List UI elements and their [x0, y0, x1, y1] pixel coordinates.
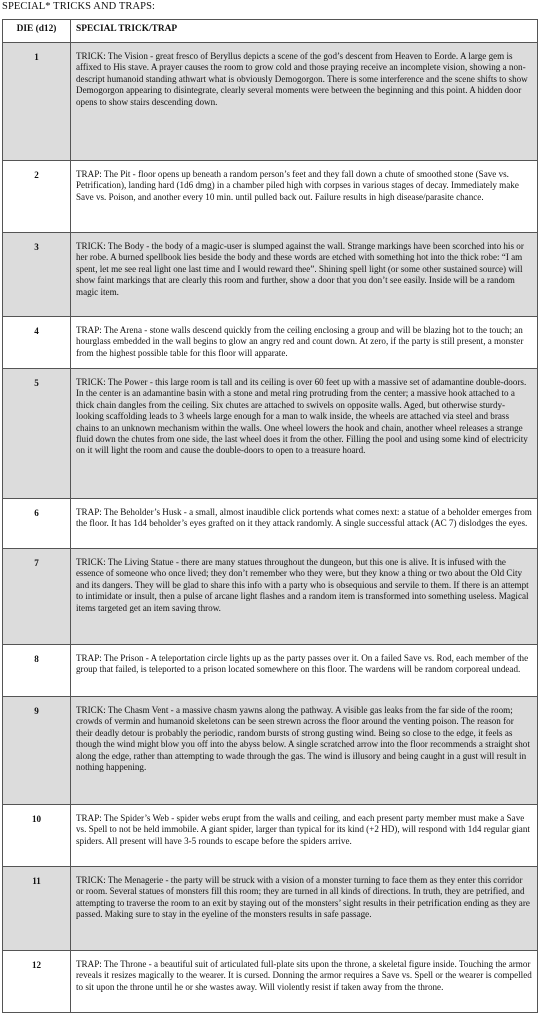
- trick-description: TRICK: The Vision - great fresco of Beryllus depicts a scene of the god’s descent from Heaven to Eorde. A large gem is affixed to His stave. A prayer causes the room to grow cold and those praying receive an incomplete vision, showing a non-descript humanoid standing athwart what is obviously Demogorgon. There is some interference and the scene shifts to show Demogorgon appearing to disintegrate, clearly several moments were between the beginning and this point. A hidden door opens to show stairs descending down.: [71, 43, 538, 161]
- table-row: [3, 697, 538, 805]
- trick-description: TRAP: The Beholder’s Husk - a small, almost inaudible click portends what comes next: a statue of a beholder emerges from the floor. It has 1d4 beholder’s eyes grafted on it they attack randomly. A single successful attack (AC 7) dislodges the eyes.: [71, 499, 538, 549]
- trick-description: TRAP: The Pit - floor opens up beneath a random person’s feet and they fall down a chute of smoothed stone (Save vs. Petrification), landing hard (1d6 dmg) in a chamber piled high with corpses in various stages of decay. Immediately make Save vs. Poison, and another every 10 min. until pulled back out. Failure results in high disease/parasite chance.: [71, 161, 538, 233]
- trick-description: TRAP: The Throne - a beautiful suit of articulated full-plate sits upon the throne, a skeletal figure inside. Touching the armor reveals it resizes magically to the wearer. It is cursed. Donning the armor requires a Save vs. Spell or the wearer is compelled to sit upon the throne until he or she wastes away. Will violently resist if taken away from the throne.: [71, 951, 538, 1013]
- die-value: 3: [3, 233, 71, 317]
- table-row: [3, 951, 538, 1013]
- trick-description: TRICK: The Chasm Vent - a massive chasm yawns along the pathway. A visible gas leaks from the far side of the room; crowds of vermin and humanoid skeletons can be seen strewn across the floor around the venting poison. The reason for their deadly detour is probably the periodic, random bursts of strong gusting wind. Being so close to the edge, it feels as though the wind might blow you off into the abyss below. A single scratched arrow into the floor recommends a straight shot along the edge, rather than attempting to wade through the gas. The wind is illusory and being caught in a gust will result in nothing happening.: [71, 697, 538, 805]
- die-value: 5: [3, 369, 71, 499]
- table-row: [3, 161, 538, 233]
- die-value: 2: [3, 161, 71, 233]
- die-value: 8: [3, 645, 71, 697]
- table-row: [3, 43, 538, 161]
- table-row: [3, 867, 538, 951]
- trick-description: TRICK: The Power - this large room is tall and its ceiling is over 60 feet up with a massive set of adamantine double-doors. In the center is an adamantine basin with a stone and metal ring protruding from the center; a massive hook attached to a thick chain dangles from the ceiling. Six chutes are attached to swivels on opposite walls. Aged, but otherwise sturdy-looking scaffolding leads to 3 wheels large enough for a man to walk inside, the wheels are attached via steel and brass chains to an unknown mechanism within the walls. One wheel lowers the hook and chain, another wheel releases a strange fluid down the chutes from one side, the last wheel does it from the other. Filling the pool and using some kind of electricity on it will light the room and cause the double-doors to open to a treasure hoard.: [71, 369, 538, 499]
- trick-description: TRICK: The Body - the body of a magic-user is slumped against the wall. Strange markings have been scorched into his or her robe. A burned spellbook lies beside the body and these words are etched with something hot into the thick robe: “I am spent, let me see real light one last time and I would reward thee”. Shining spell light (or some other sustained source) will show faint markings that are clearly this room and further, show a door that you don’t see easily. Inside will be a random magic item.: [71, 233, 538, 317]
- die-value: 1: [3, 43, 71, 161]
- table-row: [3, 645, 538, 697]
- table-header-row: [3, 20, 538, 43]
- table-row: [3, 805, 538, 867]
- page-heading: SPECIAL* TRICKS AND TRAPS:: [2, 1, 156, 12]
- die-value: 11: [3, 867, 71, 951]
- table-row: [3, 499, 538, 549]
- die-value: 10: [3, 805, 71, 867]
- trick-description: TRAP: The Arena - stone walls descend quickly from the ceiling enclosing a group and will be blazing hot to the touch; an hourglass embedded in the wall begins to glow an angry red and count down. At zero, if the party is still present, a monster from the highest possible table for this floor will apparate.: [71, 317, 538, 369]
- trick-description: TRAP: The Prison - A teleportation circle lights up as the party passes over it. On a failed Save vs. Rod, each member of the group that failed, is teleported to a prison located somewhere on this floor. The wardens will be random corporeal undead.: [71, 645, 538, 697]
- table-row: [3, 233, 538, 317]
- die-column-header: DIE (d12): [3, 20, 71, 43]
- table-row: [3, 549, 538, 645]
- die-value: 7: [3, 549, 71, 645]
- table-row: [3, 369, 538, 499]
- die-value: 12: [3, 951, 71, 1013]
- trick-description: TRAP: The Spider’s Web - spider webs erupt from the walls and ceiling, and each present party member must make a Save vs. Spell to not be held immobile. A giant spider, larger than typical for its kind (+2 HD), will respond with 1d4 regular giant spiders. All present will have 3-5 rounds to escape before the spiders arrive.: [71, 805, 538, 867]
- die-value: 4: [3, 317, 71, 369]
- die-value: 9: [3, 697, 71, 805]
- table-row: [3, 317, 538, 369]
- tricks-table: [2, 19, 538, 1013]
- trick-description: TRICK: The Menagerie - the party will be struck with a vision of a monster turning to face them as they enter this corridor or room. Several statues of monsters fill this room; they are turned in all kinds of directions. In truth, they are petrified, and attempting to traverse the room to an exit by staying out of the monsters’ sight results in their petrification ending as they are passed. Making sure to stay in the eyeline of the monsters results in safe passage.: [71, 867, 538, 951]
- die-value: 6: [3, 499, 71, 549]
- trick-column-header: SPECIAL TRICK/TRAP: [71, 20, 538, 43]
- trick-description: TRICK: The Living Statue - there are many statues throughout the dungeon, but this one is alive. It is infused with the essence of someone who once lived; they don’t remember who they were, but they know a thing or two about the Old City and its dangers. They will be glad to share this info with a party who is obsequious and servile to them. If there is an attempt to intimidate or insult, then a pulse of arcane light flashes and a random item is transformed into something useless. Magical items targeted get an item saving throw.: [71, 549, 538, 645]
